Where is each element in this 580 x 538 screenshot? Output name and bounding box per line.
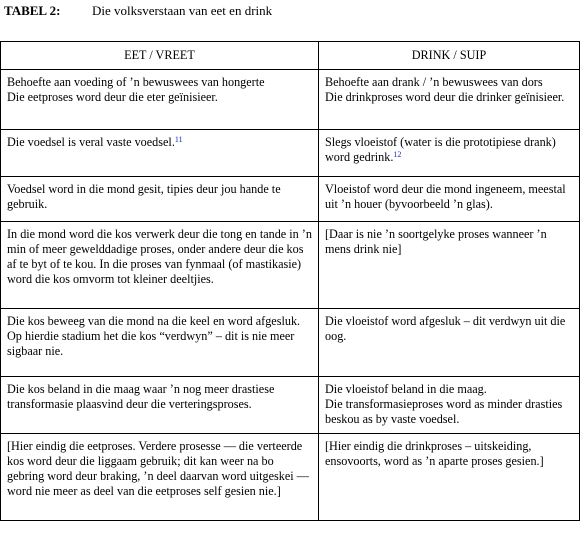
cell-line: In die mond word die kos verwerk deur die tong en tande in ’n min of meer gewelddadige proses, onder andere deur die kos af te byt of te kou. In die proses van fynmaal (of mastikasie) word die kos omvorm tot kleiner deeltjies. [7, 227, 312, 286]
cell-line: Die drinkproses word deur die drinker geïnisieer. [325, 90, 565, 104]
header-drink: DRINK / SUIP [319, 42, 580, 70]
table-row [1, 434, 580, 521]
drink-cell [319, 377, 580, 434]
table-row [1, 130, 580, 177]
cell-line: [Hier eindig die drinkproses – uitskeiding, ensovoorts, word as ’n aparte proses gesien.] [325, 439, 544, 468]
drink-cell [319, 309, 580, 377]
cell-line: Behoefte aan drank / ’n bewuswees van dors [325, 75, 543, 89]
cell-line: [Daar is nie ’n soortgelyke proses wanneer ’n mens drink nie] [325, 227, 547, 256]
eat-drink-table [0, 41, 580, 521]
drink-cell [319, 222, 580, 309]
cell-line: Die eetproses word deur die eter geïnisieer. [7, 90, 218, 104]
cell-line: Die vloeistof beland in die maag. [325, 382, 487, 396]
cell-line: Behoefte aan voeding of ’n bewuswees van hongerte [7, 75, 265, 89]
eat-cell [1, 70, 319, 130]
drink-cell [319, 70, 580, 130]
drink-cell [319, 177, 580, 222]
header-row [1, 42, 580, 70]
cell-line: Die vloeistof word afgesluk – dit verdwyn uit die oog. [325, 314, 566, 343]
eat-cell [1, 434, 319, 521]
cell-line: Slegs vloeistof (water is die prototipiese drank) word gedrink. [325, 135, 556, 164]
cell-line: Die transformasieproses word as minder drasties beskou as by vaste voedsel. [325, 397, 563, 426]
eat-cell [1, 377, 319, 434]
cell-line: Die kos beland in die maag waar ’n nog meer drastiese transformasie plaasvind deur die verteringsproses. [7, 382, 275, 411]
cell-line: Vloeistof word deur die mond ingeneem, meestal uit ’n houer (byvoorbeeld ’n glas). [325, 182, 566, 211]
table-row [1, 377, 580, 434]
table-row [1, 222, 580, 309]
eat-cell [1, 177, 319, 222]
eat-cell [1, 130, 319, 177]
cell-line: Voedsel word in die mond gesit, tipies deur jou hande te gebruik. [7, 182, 281, 211]
drink-cell [319, 130, 580, 177]
eat-cell [1, 222, 319, 309]
footnote-ref[interactable]: 11 [174, 135, 183, 144]
table-title: Die volksverstaan van eet en drink [92, 3, 273, 18]
table-row [1, 70, 580, 130]
table-number: TABEL 2: [4, 3, 61, 18]
drink-cell [319, 434, 580, 521]
table-caption [4, 3, 272, 19]
eat-cell [1, 309, 319, 377]
table-row [1, 177, 580, 222]
cell-line: Die kos beweeg van die mond na die keel en word afgesluk. [7, 314, 301, 328]
header-eat: EET / VREET [1, 42, 319, 70]
cell-line: Op hierdie stadium het die kos “verdwyn” – dit is nie meer sigbaar nie. [7, 329, 295, 358]
table-row [1, 309, 580, 377]
footnote-ref[interactable]: 12 [393, 150, 402, 159]
cell-line: [Hier eindig die eetproses. Verdere prosesse — die verteerde kos word deur die liggaam gebruik; dit kan weer na bo gebring word deur braking, ’n deel daarvan word uitgeskei — word nie meer as deel van die eetproses self gesien nie.] [7, 439, 309, 498]
cell-line: Die voedsel is veral vaste voedsel. [7, 135, 175, 149]
